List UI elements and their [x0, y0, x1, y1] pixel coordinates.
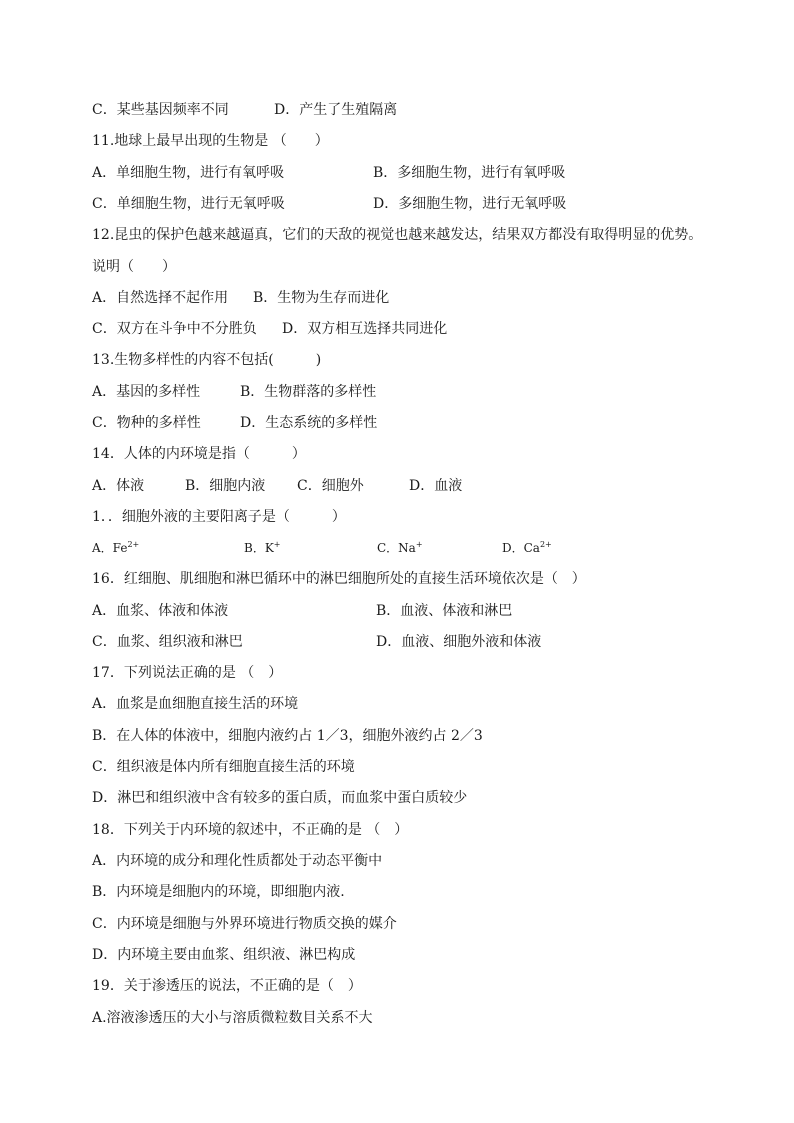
option-c: C．组织液是体内所有细胞直接生活的环境: [92, 759, 355, 775]
option-d: D．内环境主要由血浆、组织液、淋巴构成: [92, 947, 356, 963]
option-b: B．生物群落的多样性: [240, 384, 377, 400]
option-b: B．细胞内液: [185, 478, 266, 494]
option-d: D．血液、细胞外液和体液: [376, 634, 542, 650]
option-a: A．基因的多样性: [92, 384, 201, 400]
option-c: C．Na+: [377, 540, 423, 555]
option-d: D．生态系统的多样性: [240, 415, 378, 431]
option-c: C．双方在斗争中不分胜负: [92, 321, 257, 337]
option-c: C．单细胞生物，进行无氧呼吸: [92, 196, 285, 212]
option-a: A．$Fe^{2+}$: [92, 540, 140, 555]
option-d: D．淋巴和组织液中含有较多的蛋白质，而血浆中蛋白质较少: [92, 790, 468, 806]
option-a: A.溶液渗透压的大小与溶质微粒数目关系不大: [92, 1010, 373, 1026]
question-text: 18．下列关于内环境的叙述中，不正确的是 （ ）: [92, 822, 409, 838]
question-text: 12.昆虫的保护色越来越逼真，它们的天敌的视觉也越来越发达，结果双方都没有取得明显的优势。: [92, 227, 703, 243]
option-c: C．内环境是细胞与外界环境进行物质交换的媒介: [92, 916, 397, 932]
option-b: B．多细胞生物，进行有氧呼吸: [373, 165, 566, 181]
option-c: C．细胞外: [297, 478, 364, 494]
option-a: A．体液: [92, 478, 145, 494]
option-a: A．血浆、体液和体液: [92, 603, 229, 619]
question-text: 16．红细胞、肌细胞和淋巴循环中的淋巴细胞所处的直接生活环境依次是（ ）: [92, 571, 586, 587]
option-d: D．多细胞生物，进行无氧呼吸: [373, 196, 567, 212]
option-b: B．在人体的体液中，细胞内液约占 1／3，细胞外液约占 2／3: [92, 728, 483, 744]
option-c: C．血浆、组织液和淋巴: [92, 634, 243, 650]
option-b: B．K+: [244, 540, 281, 555]
question-text: 说明（ ）: [92, 259, 176, 275]
question-text: 14．人体的内环境是指（ ）: [92, 446, 306, 462]
option-c: C．某些基因频率不同: [92, 102, 229, 118]
question-text: 19．关于渗透压的说法，不正确的是（ ）: [92, 978, 362, 994]
question-text: 11.地球上最早出现的生物是 （ ）: [92, 133, 329, 149]
option-a: A．内环境的成分和理化性质都处于动态平衡中: [92, 853, 383, 869]
option-a: A．自然选择不起作用: [92, 290, 229, 306]
option-a: A．血浆是血细胞直接生活的环境: [92, 696, 299, 712]
option-c: C．物种的多样性: [92, 415, 201, 431]
question-text: 13.生物多样性的内容不包括( ): [92, 352, 322, 368]
option-a: A．单细胞生物，进行有氧呼吸: [92, 165, 285, 181]
option-d: D．血液: [409, 478, 463, 494]
option-b: B．生物为生存而进化: [253, 290, 390, 306]
option-d: D．$Ca^{2+}$: [502, 540, 552, 555]
question-text: 1．．细胞外液的主要阳离子是（ ）: [92, 509, 346, 525]
option-d: D．双方相互选择共同进化: [282, 321, 448, 337]
option-b: B．血液、体液和淋巴: [376, 603, 513, 619]
option-b: B．内环境是细胞内的环境，即细胞内液.: [92, 884, 345, 900]
question-text: 17．下列说法正确的是 （ ）: [92, 665, 283, 681]
option-d: D．产生了生殖隔离: [274, 102, 398, 118]
